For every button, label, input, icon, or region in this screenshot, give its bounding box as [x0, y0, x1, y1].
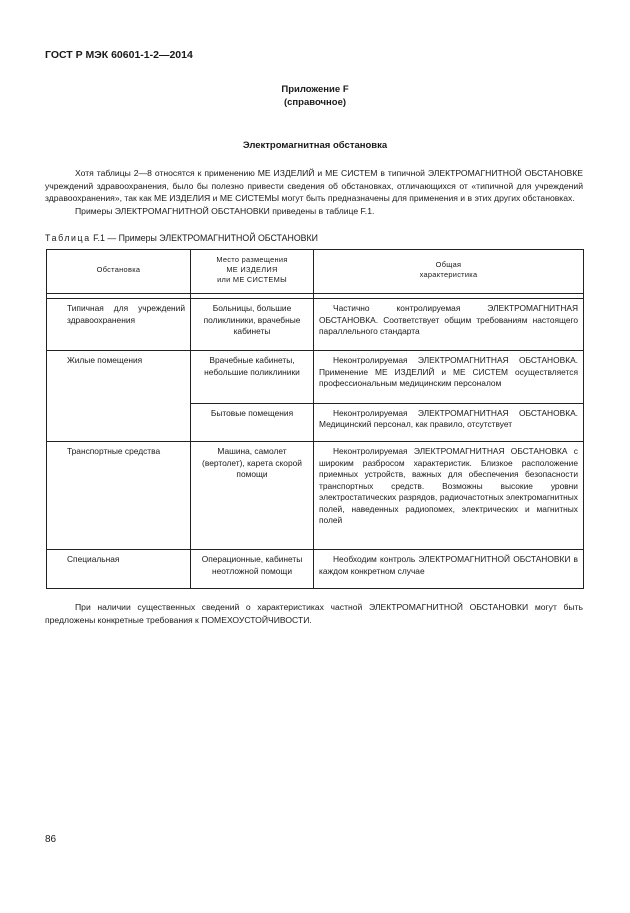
standard-designation: ГОСТ Р МЭК 60601-1-2—2014: [45, 49, 193, 61]
cell-characteristic: Необходим контроль ЭЛЕКТРОМАГНИТНОЙ ОБСТАНОВКИ в каждом конкретном случае: [314, 550, 584, 589]
table-caption-text: F.1 — Примеры ЭЛЕКТРОМАГНИТНОЙ ОБСТАНОВКИ: [93, 233, 318, 243]
cell-location: Бытовые помещения: [191, 403, 314, 442]
cell-characteristic: Неконтролируемая ЭЛЕКТРОМАГНИТНАЯ ОБСТАНОВКА с широким разбросом характеристик. Близкое расположение приемных устройств, важных для обеспечения безопасности транспортных средств. Возможны высокие уровни электростатических разрядов, радиочастотных электромагнитных полей, наведенных радиопомех, электрических и магнитных полей: [314, 442, 584, 550]
annex-subtitle: (справочное): [283, 97, 347, 108]
intro-text: [45, 167, 583, 217]
header-characteristic: Общая характеристика: [314, 250, 584, 294]
cell-location: Машина, самолет (вертолет), карета скорой помощи: [191, 442, 314, 550]
cell-environment: Специальная: [47, 550, 191, 589]
table-row: [47, 351, 584, 403]
table-row: [47, 442, 584, 550]
closing-text: [45, 601, 583, 626]
table-row: [47, 550, 584, 589]
emc-environment-table: [46, 249, 584, 589]
section-title: Электромагнитная обстановка: [242, 140, 388, 151]
cell-location: Врачебные кабинеты, небольшие поликлиники: [191, 351, 314, 403]
page-number: 86: [45, 834, 57, 845]
intro-paragraph: Примеры ЭЛЕКТРОМАГНИТНОЙ ОБСТАНОВКИ приведены в таблице F.1.: [75, 205, 375, 216]
annex-title: Приложение F: [281, 84, 349, 95]
cell-characteristic: Неконтролируемая ЭЛЕКТРОМАГНИТНАЯ ОБСТАНОВКА. Медицинский персонал, как правило, отсутствует: [314, 403, 584, 442]
cell-characteristic: Частично контролируемая ЭЛЕКТРОМАГНИТНАЯ ОБСТАНОВКА. Соответствует общим требованиям настоящего параллельного стандарта: [314, 299, 584, 351]
header-location: Место размещения МЕ ИЗДЕЛИЯ или МЕ СИСТЕМЫ: [191, 250, 314, 294]
header-environment: Обстановка: [47, 250, 191, 294]
table-row: [47, 299, 584, 351]
closing-paragraph: При наличии существенных сведений о характеристиках частной ЭЛЕКТРОМАГНИТНОЙ ОБСТАНОВКИ могут быть предложены конкретные требования к ПОМЕХОУСТОЙЧИВОСТИ.: [45, 602, 583, 625]
cell-characteristic: Неконтролируемая ЭЛЕКТРОМАГНИТНАЯ ОБСТАНОВКА. Применение МЕ ИЗДЕЛИЙ и МЕ СИСТЕМ осуществляется профессиональным медицинским персоналом: [314, 351, 584, 403]
table-caption-word: Таблица: [45, 233, 91, 243]
cell-location: Больницы, большие поликлиники, врачебные кабинеты: [191, 299, 314, 351]
cell-environment: Жилые помещения: [47, 351, 191, 442]
table-header-row: [47, 250, 584, 294]
cell-environment: Типичная для учреждений здравоохранения: [47, 299, 191, 351]
cell-location: Операционные, кабинеты неотложной помощи: [191, 550, 314, 589]
intro-paragraph: Хотя таблицы 2—8 относятся к применению МЕ ИЗДЕЛИЙ и МЕ СИСТЕМ в типичной ЭЛЕКТРОМАГНИТНОЙ ОБСТАНОВКЕ учреждений здравоохранения, было бы полезно привести сведения об обстановках, отличающихся от «типичной для учреждений здравоохранения», так как МЕ ИЗДЕЛИЯ и МЕ СИСТЕМЫ могут быть предназначены для применения и в этих других обстановках.: [45, 168, 583, 203]
table-caption: [45, 233, 318, 243]
cell-environment: Транспортные средства: [47, 442, 191, 550]
